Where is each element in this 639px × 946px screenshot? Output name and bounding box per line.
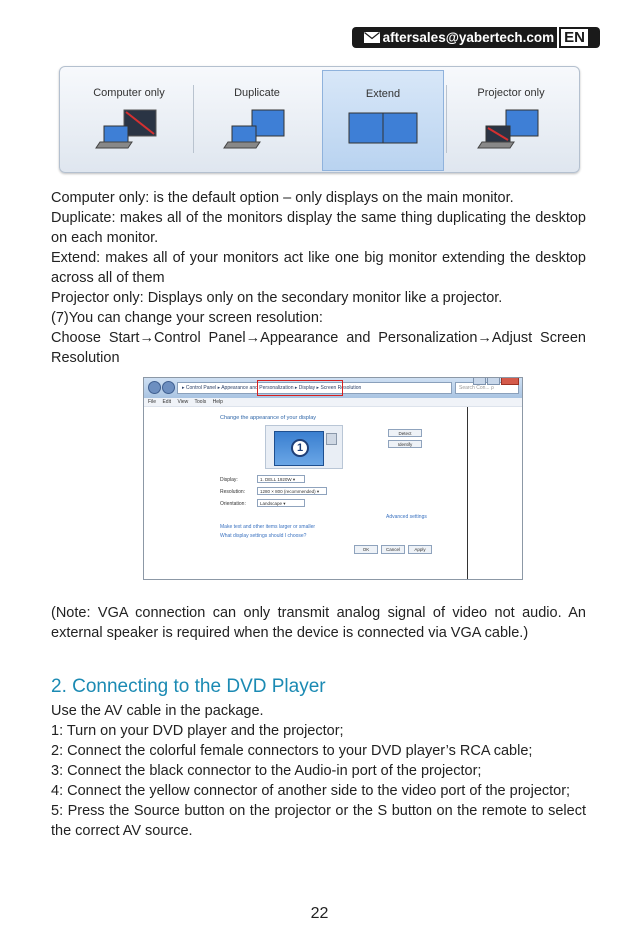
screenshot-edge-line [467,407,468,579]
dialog-buttons [354,545,432,554]
desc-duplicate: Duplicate: makes all of the monitors display the same thing duplicating the desktop on each monitor. [51,210,586,246]
monitor-preview [265,425,343,469]
display-label: Display: [220,477,238,483]
mode-label: Duplicate [234,87,280,99]
detect-button: Detect [388,429,422,437]
mode-label: Projector only [477,87,545,99]
identify-button: Identify [388,440,422,448]
mode-descriptions [51,188,586,368]
orientation-label: Orientation: [220,501,246,507]
window-content [144,407,522,579]
step-3: 3: Connect the black connector to the Audio-in port of the projector; [51,763,482,779]
menu-view: View [177,399,189,405]
minimize-icon [473,377,486,385]
section-steps [51,701,586,841]
step-5: 5: Press the Source button on the projector or the S button on the remote to select the correct AV source. [51,803,586,839]
separator [446,85,447,153]
display-mode-selector [59,66,580,173]
mode-extend[interactable] [322,70,444,171]
language-badge: EN [559,27,590,48]
cancel-button: Cancel [381,545,405,554]
desc-computer-only: Computer only: is the default option – only displays on the main monitor. [51,190,514,206]
monitor-2 [326,433,337,445]
mode-label: Computer only [93,87,165,99]
address-bar: ▸ Control Panel ▸ Appearance and Personalization ▸ Display ▸ Screen Resolution [177,382,452,394]
menu-file: File [148,399,157,405]
vga-note: (Note: VGA connection can only transmit analog signal of video not audio. An external speaker is required when the device is connected via VGA cable.) [51,605,586,641]
step-2: 2: Connect the colorful female connectors to your DVD player’s RCA cable; [51,743,533,759]
email-badge [352,27,558,48]
mode-projector-only[interactable] [450,70,572,171]
menu-tools: Tools [194,399,207,405]
menu-help: Help [212,399,223,405]
desc-projector-only: Projector only: Displays only on the secondary monitor like a projector. [51,290,503,306]
resolution-label: Resolution: [220,489,246,495]
window-titlebar [144,378,522,398]
desc-extend: Extend: makes all of your monitors act like one big monitor extending the desktop across all of them [51,250,586,286]
monitor-number: 1 [291,439,309,457]
display-help-link: What display settings should I choose? [220,533,307,539]
mode-duplicate[interactable] [196,70,318,171]
laptop-monitor-duplicate-icon [222,108,292,152]
laptop-off-monitor-on-icon [476,108,546,152]
step-intro: Use the AV cable in the package. [51,703,264,719]
text-size-link: Make text and other items larger or smaller [220,524,316,530]
envelope-icon [364,32,380,43]
menu-bar [144,398,522,407]
window-subtitle: Change the appearance of your display [220,415,317,421]
orientation-select: Landscape ▾ [257,499,305,507]
page-number: 22 [310,905,329,922]
back-icon [148,381,161,394]
section-heading: 2. Connecting to the DVD Player [51,676,326,697]
email-text: aftersales@yabertech.com [382,30,555,45]
advanced-settings-link: Advanced settings [386,514,427,520]
separator [193,85,194,153]
forward-icon [162,381,175,394]
step-7: (7)You can change your screen resolution: [51,310,323,326]
address-highlight [257,380,343,396]
screen-resolution-screenshot [143,377,523,580]
header-badge [352,27,600,48]
ok-button: OK [354,545,378,554]
search-box: Search Con... ρ [455,382,519,394]
header-end-cap [589,27,600,48]
resolution-select: 1280 × 800 (recommended) ▾ [257,487,327,495]
step-1: 1: Turn on your DVD player and the projector; [51,723,344,739]
display-select: 1. DELL 1920W ▾ [257,475,305,483]
laptop-monitor-off-icon [94,108,164,152]
extended-monitors-icon [343,109,423,153]
mode-label: Extend [365,88,401,100]
maximize-icon [487,377,500,385]
monitor-1 [274,431,324,466]
apply-button: Apply [408,545,432,554]
menu-edit: Edit [162,399,172,405]
control-panel-path: Choose Start→Control Panel→Appearance and Personalization→Adjust Screen Resolution [51,330,586,366]
mode-computer-only[interactable] [68,70,190,171]
window-controls [473,377,519,385]
close-icon [501,377,519,385]
step-4: 4: Connect the yellow connector of another side to the video port of the projector; [51,783,571,799]
